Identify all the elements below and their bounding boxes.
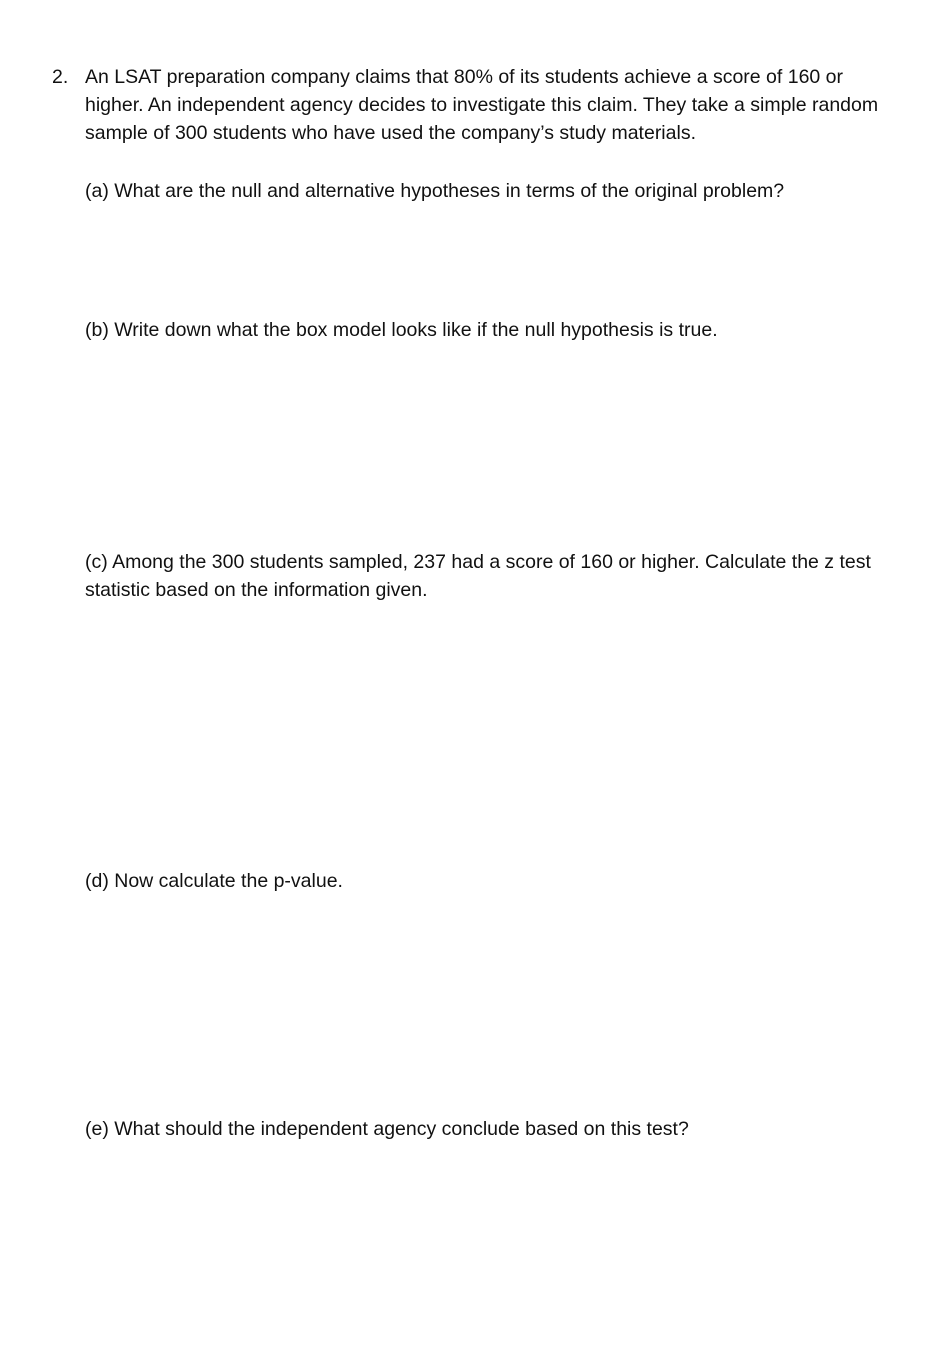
question-stem: An LSAT preparation company claims that 80% of its students achieve a score of 160 or higher. An independent agency decides to investigate this claim. They take a simple random sample of 300 students who have used the company’s study materials. (85, 66, 879, 144)
question-number: 2. (52, 66, 69, 88)
part-c-prompt: (c) Among the 300 students sampled, 237 had a score of 160 or higher. Calculate the z test statistic based on the information given. (85, 551, 871, 601)
part-a-prompt: (a) What are the null and alternative hypotheses in terms of the original problem? (85, 180, 785, 202)
part-b-prompt: (b) Write down what the box model looks like if the null hypothesis is true. (85, 319, 718, 341)
part-e-prompt: (e) What should the independent agency conclude based on this test? (85, 1118, 689, 1140)
part-d-prompt: (d) Now calculate the p-value. (85, 870, 343, 892)
